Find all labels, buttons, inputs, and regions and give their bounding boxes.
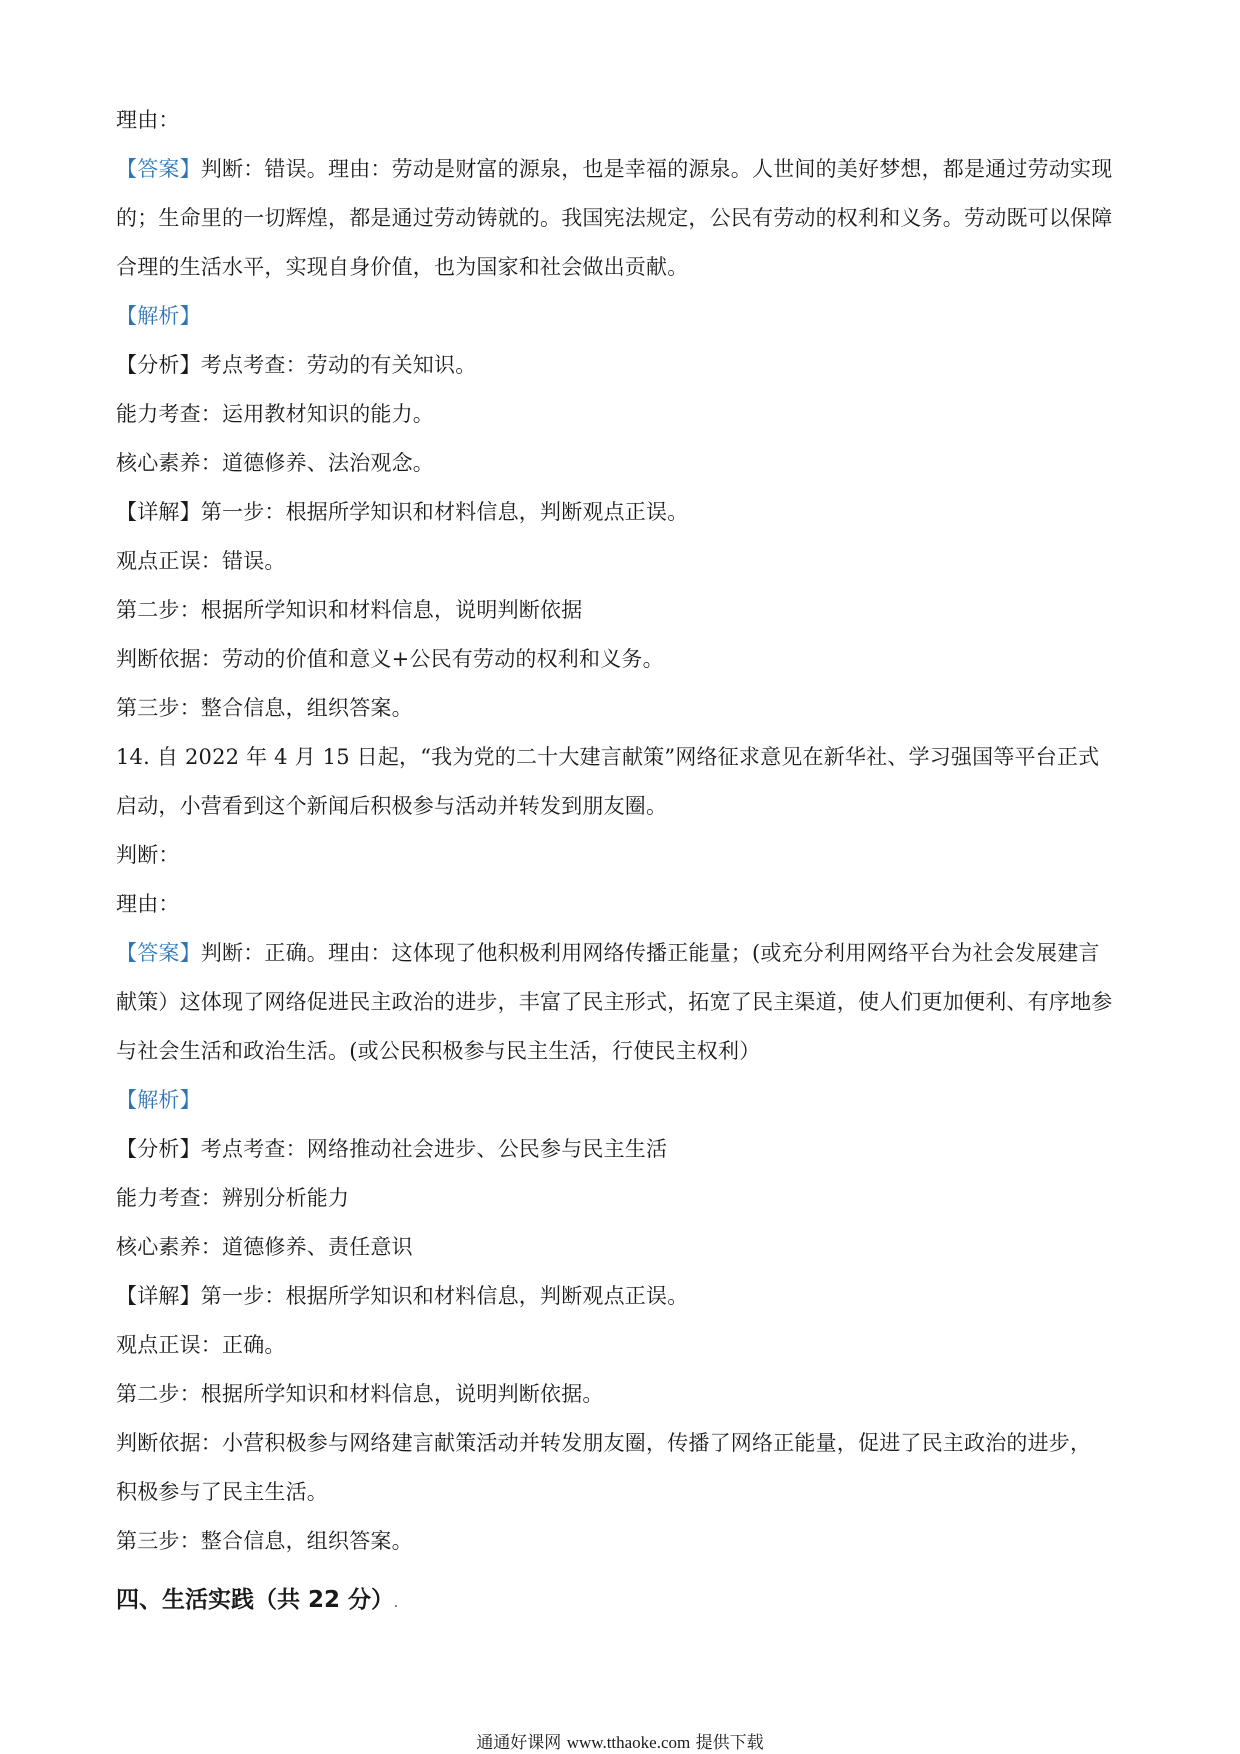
- q13-analysis-line: 【分析】考点考查：劳动的有关知识。: [116, 353, 477, 377]
- q14-answer-line-3: 与社会生活和政治生活。(或公民积极参与民主生活，行使民主权利）: [116, 1039, 761, 1063]
- q14-analysis-line: 观点正误：正确。: [116, 1333, 286, 1357]
- q14-answer-line-2: 献策）这体现了网络促进民主政治的进步，丰富了民主形式，拓宽了民主渠道，使人们更加便利、有序地参: [116, 990, 1113, 1014]
- q14-answer-line-1: [116, 929, 1138, 978]
- q14-analysis-line: 核心素养：道德修养、责任意识: [116, 1235, 413, 1259]
- q13-analysis-line: 第三步：整合信息，组织答案。: [116, 696, 413, 720]
- section-heading-text: 四、生活实践（共 22 分）: [116, 1587, 395, 1613]
- q13-answer-line-2: 的；生命里的一切辉煌，都是通过劳动铸就的。我国宪法规定，公民有劳动的权利和义务。劳动既可以保障: [116, 206, 1113, 230]
- q14-analysis-line: 积极参与了民主生活。: [116, 1480, 328, 1504]
- q13-analysis-line: 能力考查：运用教材知识的能力。: [116, 402, 434, 426]
- q14-analysis-line: 第三步：整合信息，组织答案。: [116, 1529, 413, 1553]
- q14-analysis-line: 能力考查：辨别分析能力: [116, 1186, 350, 1210]
- q14-analysis-line: 第二步：根据所学知识和材料信息，说明判断依据。: [116, 1382, 604, 1406]
- footer-right: 提供下载: [695, 1733, 764, 1753]
- q13-answer-line-1: [116, 145, 1138, 194]
- q14-judge-label: 判断：: [116, 843, 180, 867]
- q14-question-line-2: 启动，小营看到这个新闻后积极参与活动并转发到朋友圈。: [116, 794, 668, 818]
- q13-reason-label: 理由：: [116, 108, 180, 132]
- answer-text: 判断：错误。理由：劳动是财富的源泉，也是幸福的源泉。人世间的美好梦想，都是通过劳动实现: [200, 157, 1113, 181]
- answer-text: 判断：正确。理由：这体现了他积极利用网络传播正能量；(或充分利用网络平台为社会发展建言: [200, 941, 1100, 965]
- document-page: [116, 96, 1138, 1625]
- q14-analysis-line: 判断依据：小营积极参与网络建言献策活动并转发朋友圈，传播了网络正能量，促进了民主政治的进步，: [116, 1431, 1092, 1455]
- answer-tag: 【答案】: [116, 941, 201, 965]
- dot-mark: .: [394, 1599, 398, 1610]
- q13-analysis-line: 观点正误：错误。: [116, 549, 286, 573]
- analysis-tag: 【解析】: [116, 304, 201, 328]
- section-heading: [116, 1576, 1138, 1625]
- q13-analysis-line: 第二步：根据所学知识和材料信息，说明判断依据: [116, 598, 583, 622]
- q13-analysis-line: 核心素养：道德修养、法治观念。: [116, 451, 434, 475]
- q14-question-line-1: 14. 自 2022 年 4 月 15 日起，“我为党的二十大建言献策”网络征求意见在新华社、学习强国等平台正式: [116, 745, 1100, 769]
- analysis-tag: 【解析】: [116, 1088, 201, 1112]
- q13-analysis-line: 判断依据：劳动的价值和意义+公民有劳动的权利和义务。: [116, 647, 664, 671]
- footer-left: 通通好课网: [476, 1733, 562, 1753]
- q14-analysis-line: 【分析】考点考查：网络推动社会进步、公民参与民主生活: [116, 1137, 668, 1161]
- page-footer: [0, 1728, 1240, 1753]
- footer-site-link[interactable]: www.tthaoke.com: [566, 1733, 691, 1752]
- q14-analysis-line: 【详解】第一步：根据所学知识和材料信息，判断观点正误。: [116, 1284, 689, 1308]
- q13-answer-line-3: 合理的生活水平，实现自身价值，也为国家和社会做出贡献。: [116, 255, 689, 279]
- q14-reason-label: 理由：: [116, 892, 180, 916]
- q13-analysis-line: 【详解】第一步：根据所学知识和材料信息，判断观点正误。: [116, 500, 689, 524]
- answer-tag: 【答案】: [116, 157, 201, 181]
